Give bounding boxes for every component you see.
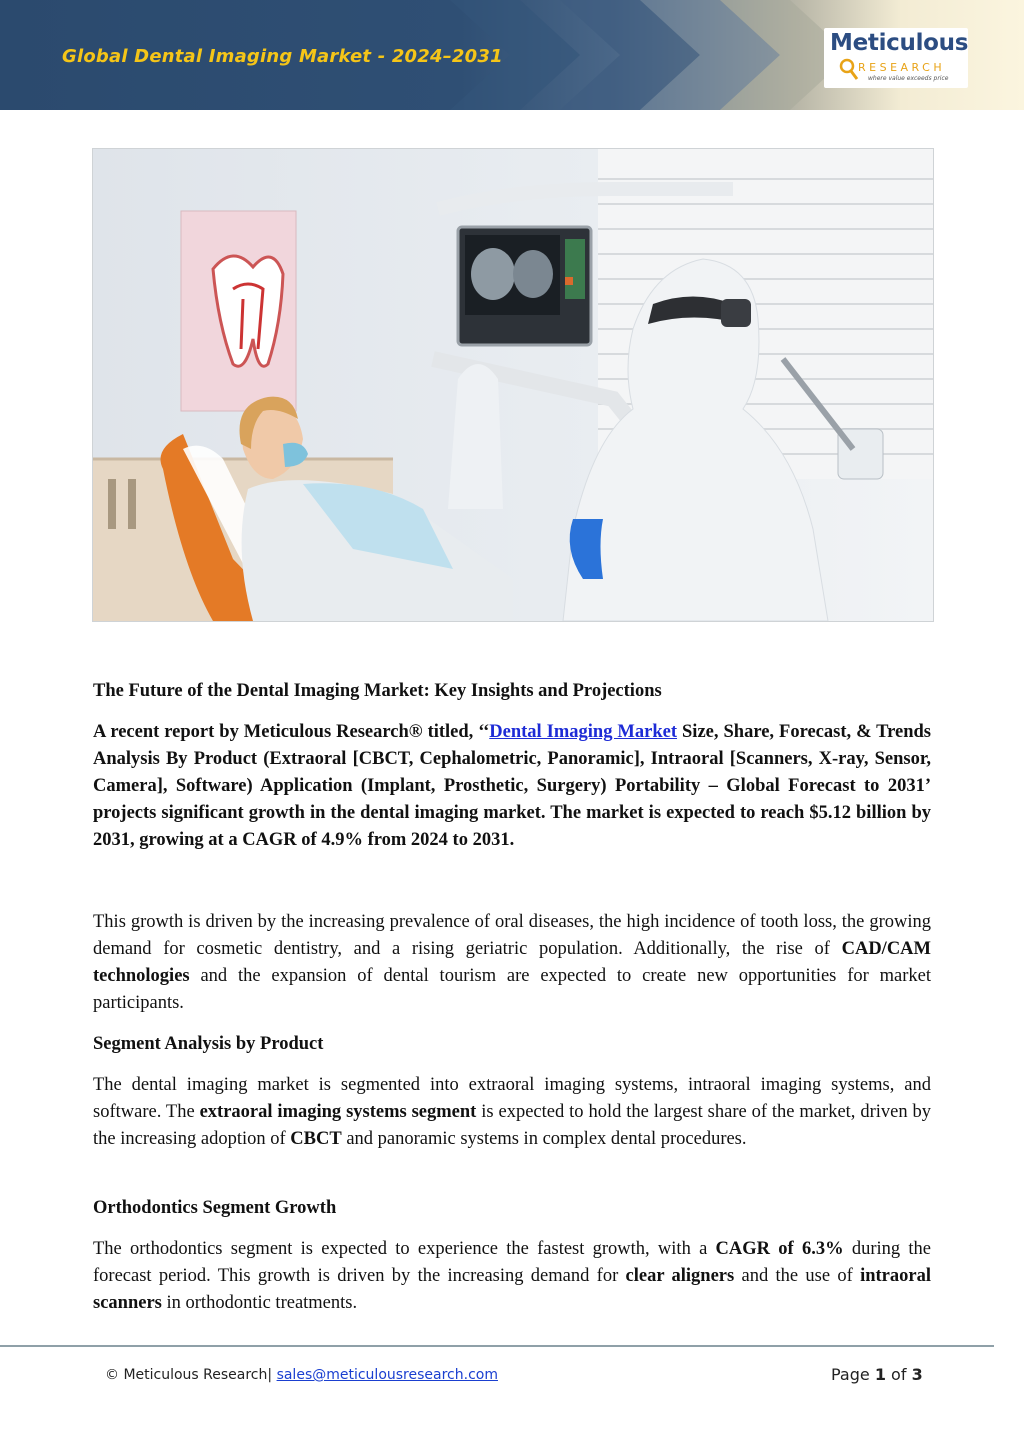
logo-brand-text: Meticulous: [830, 30, 969, 56]
contact-email-link[interactable]: sales@meticulousresearch.com: [276, 1367, 498, 1383]
ortho-text-3: and the use of: [734, 1266, 861, 1286]
growth-text-start: This growth is driven by the increasing prevalence of oral diseases, the high incidence of tooth loss, the growing demand for cosmetic dentistry, and a rising geriatric population. Additionally, the rise of: [93, 912, 931, 959]
page-of: of: [885, 1365, 912, 1384]
page-header: [0, 0, 1024, 110]
company-logo: [824, 28, 968, 88]
dental-clinic-photo: [92, 148, 934, 622]
copyright-text: © Meticulous Research|: [105, 1367, 273, 1383]
report-title: Global Dental Imaging Market - 2024–2031: [62, 46, 503, 67]
cagr-highlight: CAGR of 6.3%: [715, 1239, 844, 1259]
extraoral-highlight: extraoral imaging systems segment: [199, 1102, 477, 1122]
segment-text-3: and panoramic systems in complex dental procedures.: [341, 1129, 747, 1149]
dental-scene-illustration: [93, 149, 933, 621]
segment-text-1: The dental imaging market is segmented into extraoral imaging systems, intraoral imaging systems, and software. The: [93, 1075, 931, 1122]
footer-copyright: [105, 1367, 498, 1383]
intro-text-start: A recent report by Meticulous Research® titled, ‘‘: [93, 722, 490, 742]
page-prefix: Page: [831, 1365, 875, 1384]
ortho-heading: Orthodontics Segment Growth: [93, 1198, 337, 1218]
page-current: 1: [874, 1365, 886, 1384]
ortho-text-4: in orthodontic treatments.: [161, 1293, 358, 1313]
segment-text-2: is expected to hold the largest share of the market, driven by the increasing adoption of: [93, 1102, 932, 1149]
logo-sub-text: RESEARCH: [858, 61, 946, 74]
intro-paragraph: [93, 719, 931, 854]
footer-divider: [0, 1345, 994, 1347]
page-total: 3: [911, 1365, 923, 1384]
intro-text-end: Size, Share, Forecast, & Trends Analysis By Product (Extraoral [CBCT, Cephalometric, Panoramic], Intraoral [Scanners, X-ray, Sensor, Camera], Software) Application (Implant, Prosthetic, Surgery) Portability – Global Forecast to 2031’ projects significant growth in the dental imaging market. The market is expected to reach $5.12 billion by 2031, growing at a CAGR of 4.9% from 2024 to 2031.: [93, 722, 932, 850]
cbct-highlight: CBCT: [290, 1129, 342, 1149]
ortho-paragraph: [93, 1236, 931, 1317]
article-heading: The Future of the Dental Imaging Market: Key Insights and Projections: [93, 681, 662, 701]
cad-cam-highlight: CAD/CAM technologies: [93, 939, 931, 986]
intraoral-scanners-highlight: intraoral scanners: [93, 1266, 931, 1313]
growth-text-end: and the expansion of dental tourism are expected to create new opportunities for market participants.: [93, 966, 931, 1013]
growth-paragraph: [93, 909, 931, 1017]
clear-aligners-highlight: clear aligners: [625, 1266, 735, 1286]
ortho-text-1: The orthodontics segment is expected to experience the fastest growth, with a: [93, 1239, 716, 1259]
magnifier-icon: [838, 58, 860, 82]
logo-tagline: where value exceeds price: [868, 75, 949, 82]
ortho-text-2: during the forecast period. This growth is driven by the increasing demand for: [93, 1239, 931, 1286]
segment-paragraph: [93, 1072, 931, 1153]
segment-heading: Segment Analysis by Product: [93, 1034, 324, 1054]
page-number: [831, 1365, 923, 1384]
dental-imaging-market-link[interactable]: Dental Imaging Market: [489, 722, 678, 742]
